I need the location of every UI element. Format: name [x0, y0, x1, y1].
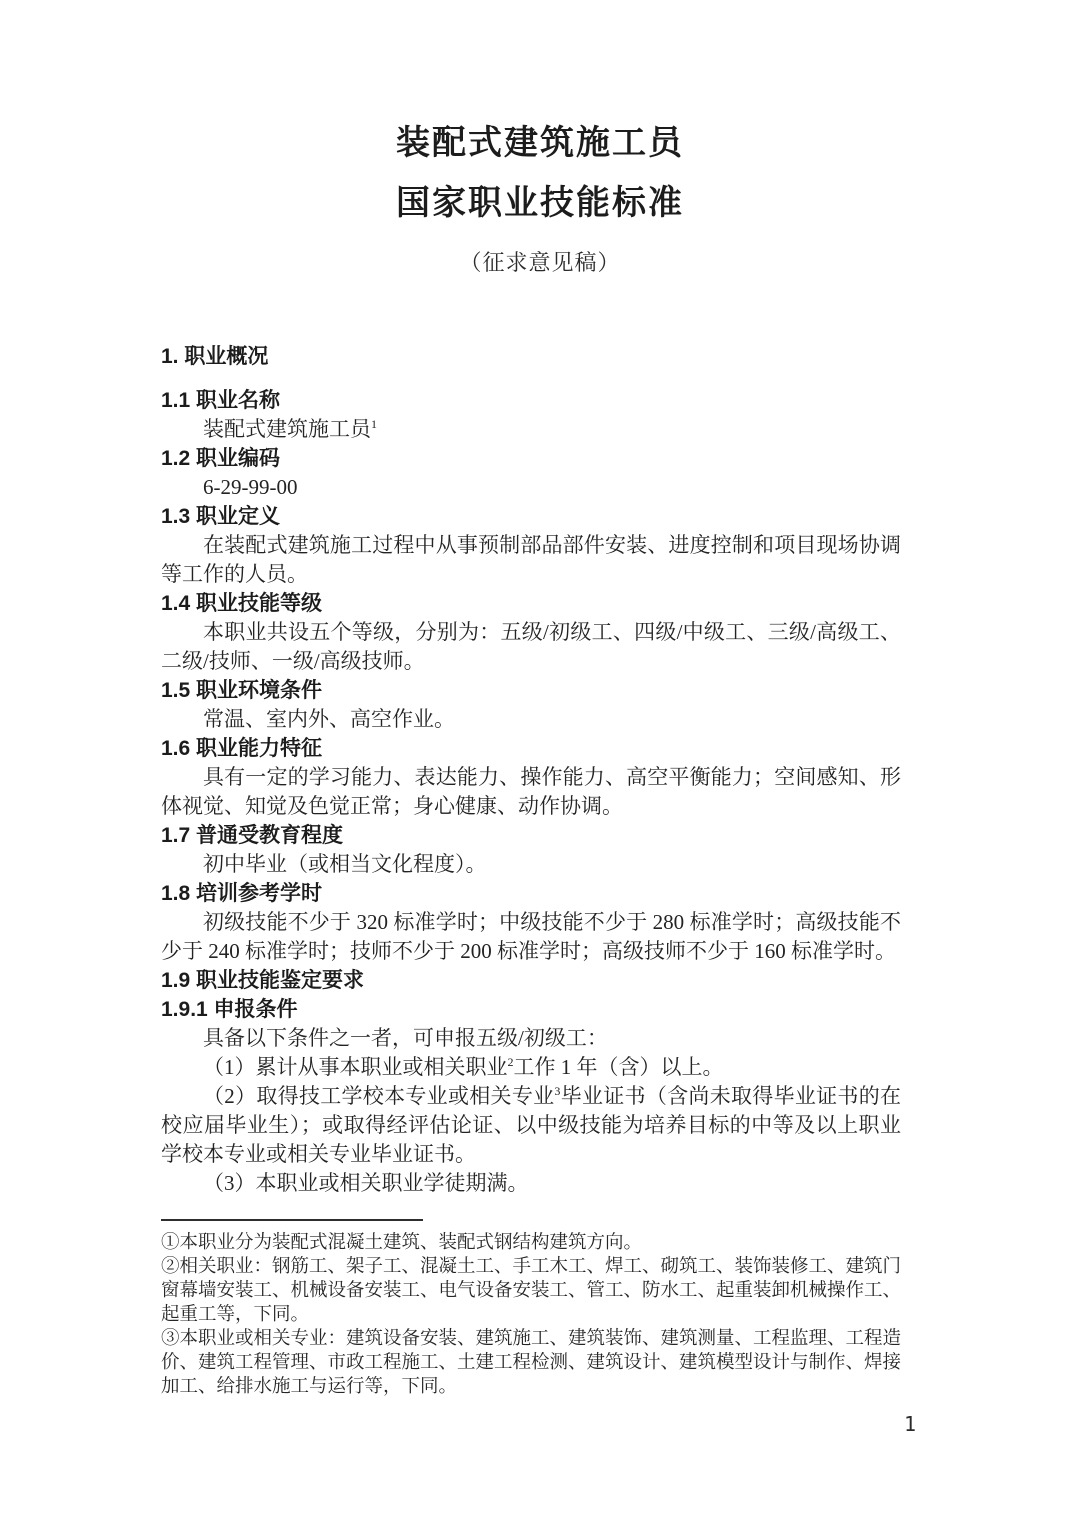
work-environment-paragraph: 常温、室内外、高空作业。: [203, 707, 455, 731]
page-number: 1: [903, 1412, 916, 1436]
occupation-name-paragraph: [161, 415, 901, 444]
skill-levels-paragraph: 本职业共设五个等级，分别为：五级/初级工、四级/中级工、三级/高级工、二级/技师、一级/高级技师。: [161, 620, 901, 673]
section-heading-1-2: 1.2 职业编码: [161, 447, 281, 470]
document-body: [161, 342, 901, 1198]
application-conditions-intro: 具备以下条件之一者，可申报五级/初级工：: [203, 1026, 608, 1050]
document-title-line-2: 国家职业技能标准: [396, 184, 684, 222]
footnote-ref-2: 2: [507, 1055, 514, 1069]
footnotes-section: [161, 1219, 901, 1399]
condition-item-2-tail: 毕业证书（含尚未取得毕业证书的在校应届毕业生）；或取得经评估论证、以中级技能为培养目标的中等及以上职业学校本专业或相关专业毕业证书。: [161, 1084, 902, 1166]
section-heading-1-5: 1.5 职业环境条件: [161, 679, 323, 702]
section-heading-1-7: 1.7 普通受教育程度: [161, 824, 344, 847]
footnote-ref-1: 1: [371, 417, 377, 431]
document-subtitle: （征求意见稿）: [459, 250, 621, 275]
training-hours-paragraph: 初级技能不少于 320 标准学时；中级技能不少于 280 标准学时；高级技能不少于 240 标准学时；技师不少于 200 标准学时；高级技师不少于 160 标准学时。: [161, 910, 901, 963]
document-header: [0, 0, 1080, 274]
condition-item-2: [161, 1082, 901, 1169]
education-level-paragraph: 初中毕业（或相当文化程度）。: [203, 852, 487, 876]
footnote-3: ③本职业或相关专业：建筑设备安装、建筑施工、建筑装饰、建筑测量、工程监理、工程造价、建筑工程管理、市政工程施工、土建工程检测、建筑设计、建筑模型设计与制作、焊接加工、给排水施工与运行等，下同。: [161, 1329, 902, 1397]
footnote-ref-3: 3: [554, 1084, 561, 1098]
ability-traits-paragraph: 具有一定的学习能力、表达能力、操作能力、高空平衡能力；空间感知、形体视觉、知觉及色觉正常；身心健康、动作协调。: [161, 765, 901, 818]
footnote-2: ②相关职业：钢筋工、架子工、混凝土工、手工木工、焊工、砌筑工、装饰装修工、建筑门窗幕墙安装工、机械设备安装工、电气设备安装工、管工、防水工、起重装卸机械操作工、起重工等，下同。: [161, 1257, 902, 1325]
occupation-name: 装配式建筑施工员: [203, 417, 371, 441]
footnote-divider: [161, 1219, 423, 1221]
section-heading-1-9-1: 1.9.1 申报条件: [161, 998, 298, 1021]
occupation-definition: 在装配式建筑施工过程中从事预制部品部件安装、进度控制和项目现场协调等工作的人员。: [161, 533, 901, 586]
section-heading-1: 1. 职业概况: [161, 345, 269, 368]
section-heading-1-1: 1.1 职业名称: [161, 389, 281, 412]
condition-item-1-tail: 工作 1 年（含）以上。: [513, 1055, 724, 1079]
condition-item-3: （3）本职业或相关职业学徒期满。: [203, 1171, 529, 1195]
section-heading-1-3: 1.3 职业定义: [161, 505, 281, 528]
section-heading-1-4: 1.4 职业技能等级: [161, 592, 323, 615]
section-heading-1-8: 1.8 培训参考学时: [161, 882, 323, 905]
section-heading-1-9: 1.9 职业技能鉴定要求: [161, 969, 365, 992]
condition-item-2-text: （2）取得技工学校本专业或相关专业: [203, 1084, 555, 1108]
condition-item-1-text: （1）累计从事本职业或相关职业: [203, 1055, 508, 1079]
section-heading-1-6: 1.6 职业能力特征: [161, 737, 323, 760]
occupation-code: 6-29-99-00: [203, 475, 298, 499]
footnote-1: ①本职业分为装配式混凝土建筑、装配式钢结构建筑方向。: [161, 1233, 643, 1253]
condition-item-1: [161, 1053, 901, 1082]
document-title-line-1: 装配式建筑施工员: [396, 124, 684, 162]
